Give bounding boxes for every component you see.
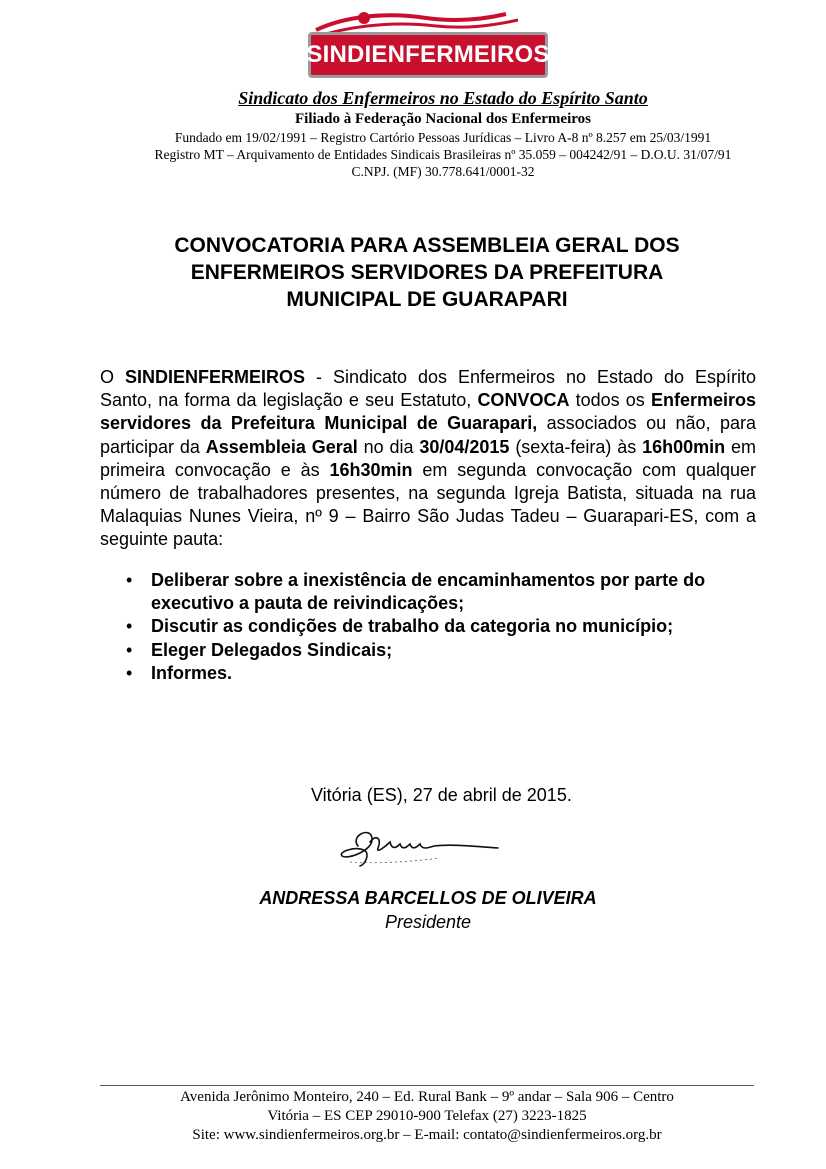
body-bold-segment: 30/04/2015 bbox=[419, 436, 510, 457]
body-text-segment: no dia bbox=[357, 436, 420, 457]
agenda-item-text: Deliberar sobre a inexistência de encaminhamentos por parte do executivo a pauta de reivindicações; bbox=[151, 570, 706, 614]
affiliation: Filiado à Federação Nacional dos Enfermeiros bbox=[295, 111, 591, 127]
title-line-1: CONVOCATORIA PARA ASSEMBLEIA GERAL DOS bbox=[174, 234, 680, 257]
body-text-segment: - Sindicato dos Enfermeiros no Estado do Espírito Santo, na forma da legislação e seu Estatuto, bbox=[100, 367, 756, 411]
bullet-icon: • bbox=[126, 570, 133, 590]
bullet-icon: • bbox=[126, 616, 133, 637]
body-bold-segment: CONVOCA bbox=[477, 390, 570, 411]
signature-icon bbox=[330, 816, 510, 876]
footer-contacts: Site: www.sindienfermeiros.org.br – E-mail: contato@sindienfermeiros.org.br bbox=[192, 1127, 662, 1143]
bullet-icon: • bbox=[126, 662, 133, 683]
signer-role: Presidente bbox=[384, 912, 472, 932]
body-bold-segment: 16h00min bbox=[642, 436, 726, 457]
bullet-icon: • bbox=[126, 639, 133, 660]
title-line-3: MUNICIPAL DE GUARAPARI bbox=[286, 288, 568, 311]
body-bold-segment: SINDIENFERMEIROS bbox=[124, 367, 306, 387]
agenda-item bbox=[100, 569, 760, 615]
registration-line-1: Fundado em 19/02/1991 – Registro Cartório Pessoas Jurídicas – Livro A-8 nº 8.257 em 25/03/1991 bbox=[174, 130, 712, 145]
date-place: Vitória (ES), 27 de abril de 2015. bbox=[311, 785, 572, 805]
body-bold-segment: Enfermeiros servidores da Prefeitura Municipal de Guarapari, bbox=[100, 390, 756, 434]
logo-box bbox=[308, 32, 548, 78]
document-title bbox=[100, 232, 754, 313]
body-text-segment: em segunda convocação com qualquer número de trabalhadores presentes, na segunda Igreja Batista, situada na rua Malaquias Nunes Vieira, nº 9 – Bairro São Judas Tadeu – Guarapari-ES, com a seguinte pauta: bbox=[100, 459, 756, 550]
agenda-item bbox=[100, 615, 760, 638]
body-text-segment: (sexta-feira) às bbox=[509, 436, 643, 457]
agenda-item bbox=[100, 639, 760, 662]
agenda-item-text: Discutir as condições de trabalho da categoria no município; bbox=[151, 616, 674, 637]
cnpj-line: C.NPJ. (MF) 30.778.641/0001-32 bbox=[351, 164, 535, 179]
agenda-item-text: Informes. bbox=[151, 662, 233, 683]
footer-divider bbox=[100, 1085, 754, 1086]
signer-name: ANDRESSA BARCELLOS DE OLIVEIRA bbox=[259, 888, 597, 908]
body-bold-segment: 16h30min bbox=[329, 459, 413, 480]
org-name: Sindicato dos Enfermeiros no Estado do Espírito Santo bbox=[238, 88, 648, 108]
footer-phone: Vitória – ES CEP 29010-900 Telefax (27) 3223-1825 bbox=[267, 1108, 587, 1124]
footer-address: Avenida Jerônimo Monteiro, 240 – Ed. Rural Bank – 9º andar – Sala 906 – Centro bbox=[180, 1089, 674, 1105]
body-text-segment: em primeira convocação e às bbox=[100, 436, 756, 480]
title-line-2: ENFERMEIROS SERVIDORES DA PREFEITURA bbox=[190, 261, 664, 284]
agenda-list bbox=[100, 569, 760, 685]
body-text-segment: todos os bbox=[569, 390, 651, 411]
body-text-segment: associados ou não, para participar da bbox=[100, 413, 756, 457]
convocation-paragraph bbox=[100, 366, 756, 552]
logo-text: SINDIENFERMEIROS bbox=[306, 41, 550, 68]
registration-line-2: Registro MT – Arquivamento de Entidades Sindicais Brasileiras nº 35.059 – 004242/91 – D.O.U. 31/07/91 bbox=[154, 147, 732, 162]
body-text-segment: O bbox=[100, 367, 125, 387]
agenda-item bbox=[100, 662, 760, 685]
body-bold-segment: Assembleia Geral bbox=[205, 436, 358, 457]
logo bbox=[306, 8, 548, 78]
agenda-item-text: Eleger Delegados Sindicais; bbox=[151, 639, 393, 660]
